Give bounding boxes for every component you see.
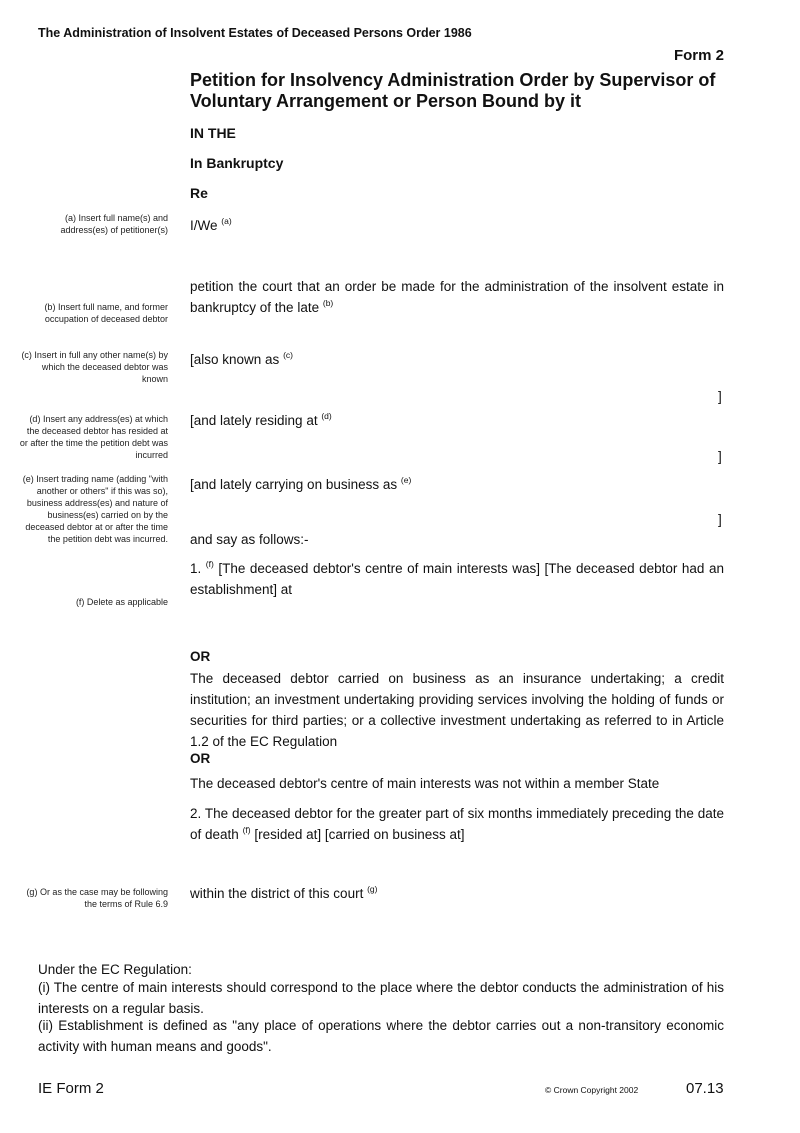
ref-a: (a) — [221, 216, 232, 226]
footnote-i: (i) The centre of main interests should correspond to the place where the debtor conducts the administration of his interests on a regular basis. — [38, 980, 724, 1016]
district-text: within the district of this court — [190, 886, 364, 901]
carrying-line — [190, 474, 724, 495]
district-line — [190, 883, 724, 904]
insurance-paragraph: The deceased debtor carried on business as an insurance undertaking; a credit institution; an investment undertaking providing services involving the holding of funds or securities for third parties; or a collective investment undertaking as referred to in Article 1.2 of the EC Regulation — [190, 671, 724, 749]
ref-f: (f) — [242, 825, 251, 835]
bracket-close: ] — [718, 449, 722, 464]
also-known-text: [also known as — [190, 352, 280, 367]
margin-note-f: (f) Delete as applicable — [75, 597, 168, 607]
footnote-heading: Under the EC Regulation: — [38, 962, 192, 977]
margin-note-g: (g) Or as the case may be following the terms of Rule 6.9 — [26, 887, 168, 909]
or-2: OR — [190, 751, 211, 766]
residing-text: [and lately residing at — [190, 413, 318, 428]
ref-c: (c) — [283, 350, 293, 360]
margin-note-b: (b) Insert full name, and former occupation of deceased debtor — [44, 302, 168, 324]
paragraph-1 — [190, 558, 724, 600]
p1-number: 1. — [190, 561, 202, 576]
form-title: Petition for Insolvency Administration Order by Supervisor of Voluntary Arrangement or Person Bound by it — [190, 70, 716, 111]
also-known-line — [190, 349, 724, 370]
ref-f: (f) — [205, 559, 214, 569]
iwe-label: I/We — [190, 218, 218, 233]
p2-tail: [resided at] [carried on business at] — [254, 827, 465, 842]
petition-paragraph — [190, 276, 724, 318]
act-title: The Administration of Insolvent Estates of Deceased Persons Order 1986 — [38, 26, 472, 40]
p2-text: 2. The deceased debtor for the greater part of six months immediately preceding the date of death — [190, 806, 724, 842]
or-1: OR — [190, 649, 211, 664]
not-member-paragraph: The deceased debtor's centre of main interests was not within a member State — [190, 776, 660, 791]
residing-line — [190, 410, 724, 431]
heading-in-bankruptcy: In Bankruptcy — [190, 155, 284, 171]
margin-note-a: (a) Insert full name(s) and address(es) of petitioner(s) — [60, 213, 168, 235]
margin-note-e: (e) Insert trading name (adding "with another or others" if this was so), business address(es) and nature of business(es) carried on by the deceased debtor at or after the time the petition debt was incurred. — [22, 474, 168, 544]
footer-copyright: © Crown Copyright 2002 — [545, 1085, 639, 1095]
heading-re: Re — [190, 185, 208, 201]
paragraph-2 — [190, 803, 724, 845]
margin-note-c: (c) Insert in full any other name(s) by which the deceased debtor was known — [21, 350, 168, 384]
carrying-text: [and lately carrying on business as — [190, 477, 398, 492]
ref-d: (d) — [321, 411, 332, 421]
footnote-ii: (ii) Establishment is defined as "any place of operations where the debtor carries out a non-transitory economic activity with human means and goods". — [38, 1018, 724, 1054]
ref-e: (e) — [400, 475, 412, 485]
ref-g: (g) — [367, 884, 378, 894]
bracket-close: ] — [718, 512, 722, 527]
footer-version: 07.13 — [686, 1080, 724, 1097]
say-follows: and say as follows:- — [190, 532, 309, 547]
p1-text: [The deceased debtor's centre of main interests was] [The deceased debtor had an establishment] at — [190, 561, 724, 597]
footer-form-code: IE Form 2 — [38, 1080, 104, 1097]
petitioner-line — [190, 215, 724, 236]
ref-b: (b) — [322, 298, 334, 308]
petition-text: petition the court that an order be made for the administration of the insolvent estate in bankruptcy of the late — [190, 279, 724, 315]
margin-note-d: (d) Insert any address(es) at which the deceased debtor has resided at or after the time the petition debt was incurred — [19, 414, 168, 460]
bracket-close: ] — [718, 389, 722, 404]
form-number: Form 2 — [673, 47, 724, 64]
heading-in-the: IN THE — [190, 125, 236, 141]
